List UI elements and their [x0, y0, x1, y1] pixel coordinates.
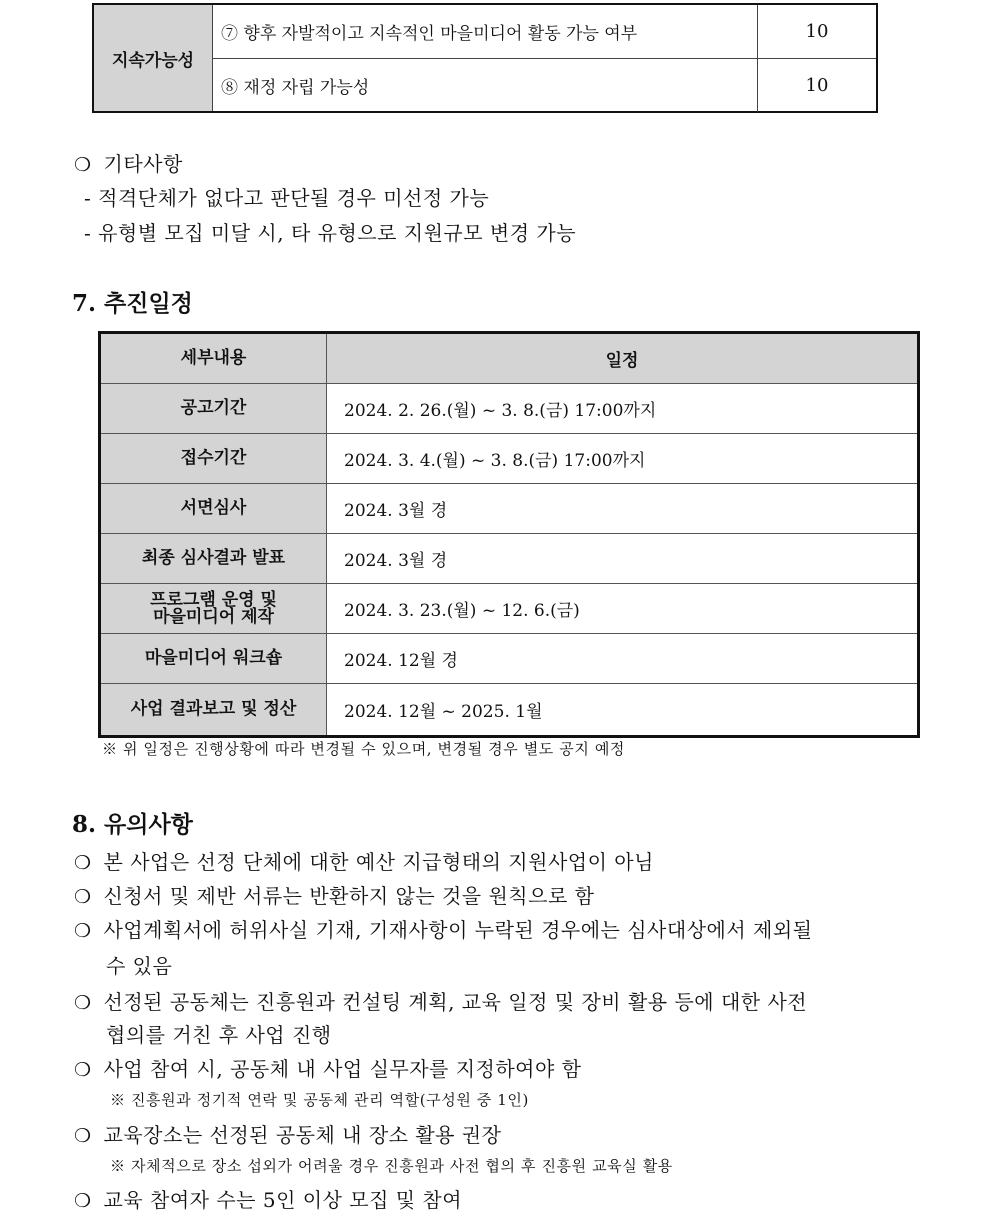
list-item: ❍ 사업계획서에 허위사실 기재, 기재사항이 누락된 경우에는 심사대상에서 제외될 — [74, 918, 813, 942]
list-item: ❍ 교육장소는 선정된 공동체 내 장소 활용 권장 — [74, 1123, 502, 1147]
header-label: 세부내용 — [101, 334, 327, 383]
bullet-icon: ❍ — [74, 920, 92, 942]
criteria-item: ⑧ 재정 자립 가능성 — [213, 59, 758, 112]
list-item: ❍ 교육 참여자 수는 5인 이상 모집 및 참여 — [74, 1188, 463, 1212]
list-item: ❍ 신청서 및 제반 서류는 반환하지 않는 것을 원칙으로 함 — [74, 884, 595, 908]
schedule-value: 2024. 12월 ~ 2025. 1월 — [344, 702, 543, 722]
table-row — [213, 59, 876, 112]
list-item: ❍ 본 사업은 선정 단체에 대한 예산 지급형태의 지원사업이 아님 — [74, 850, 654, 874]
other-item: - 적격단체가 없다고 판단될 경우 미선정 가능 — [84, 186, 490, 210]
list-item: ❍ 사업 참여 시, 공동체 내 사업 실무자를 지정하여야 함 — [74, 1057, 582, 1081]
list-item-note: ※ 자체적으로 장소 섭외가 어려울 경우 진흥원과 사전 협의 후 진흥원 교육실 활용 — [110, 1157, 673, 1175]
schedule-value: 2024. 2. 26.(월) ~ 3. 8.(금) 17:00까지 — [344, 401, 657, 421]
bullet-icon: ❍ — [74, 1190, 92, 1212]
schedule-value: 2024. 3. 4.(월) ~ 3. 8.(금) 17:00까지 — [344, 451, 646, 471]
table-row — [101, 384, 917, 434]
schedule-value: 2024. 3월 경 — [344, 501, 448, 521]
schedule-value: 2024. 12월 경 — [344, 651, 458, 671]
schedule-label: 사업 결과보고 및 정산 — [101, 684, 327, 735]
header-value: 일정 — [327, 334, 917, 383]
criteria-score: 10 — [805, 75, 829, 96]
bullet-icon: ❍ — [74, 1059, 92, 1081]
schedule-value: 2024. 3월 경 — [344, 551, 448, 571]
evaluation-table — [92, 3, 878, 113]
table-row — [101, 534, 917, 584]
other-item: - 유형별 모집 미달 시, 타 유형으로 지원규모 변경 가능 — [84, 221, 577, 245]
schedule-label: 접수기간 — [101, 434, 327, 483]
schedule-label: 최종 심사결과 발표 — [101, 534, 327, 583]
criteria-item: ⑦ 향후 자발적이고 지속적인 마을미디어 활동 가능 여부 — [213, 5, 758, 58]
table-row — [101, 584, 917, 634]
schedule-label: 공고기간 — [101, 384, 327, 433]
bullet-icon: ❍ — [74, 154, 92, 176]
other-title: ❍ 기타사항 — [74, 152, 183, 176]
table-row — [213, 5, 876, 59]
schedule-label: 프로그램 운영 및 마을미디어 제작 — [101, 584, 327, 633]
table-row — [101, 484, 917, 534]
category-cell: 지속가능성 — [94, 5, 213, 111]
section-8-title: 8. 유의사항 — [72, 811, 193, 838]
table-row — [101, 634, 917, 684]
table-row — [101, 684, 917, 735]
bullet-icon: ❍ — [74, 1125, 92, 1147]
schedule-note: ※ 위 일정은 진행상황에 따라 변경될 수 있으며, 변경될 경우 별도 공지 예정 — [102, 740, 625, 758]
bullet-icon: ❍ — [74, 992, 92, 1014]
schedule-table — [98, 331, 920, 738]
bullet-icon: ❍ — [74, 886, 92, 908]
list-item: ❍ 선정된 공동체는 진흥원과 컨설팅 계획, 교육 일정 및 장비 활용 등에 대한 사전 — [74, 990, 808, 1014]
bullet-icon: ❍ — [74, 852, 92, 874]
section-7-title: 7. 추진일정 — [72, 290, 193, 317]
schedule-label: 마을미디어 워크숍 — [101, 634, 327, 683]
list-item-note: ※ 진흥원과 정기적 연락 및 공동체 관리 역할(구성원 중 1인) — [110, 1091, 529, 1109]
schedule-label: 서면심사 — [101, 484, 327, 533]
schedule-header-row — [101, 334, 917, 384]
table-row — [101, 434, 917, 484]
schedule-value: 2024. 3. 23.(월) ~ 12. 6.(금) — [344, 601, 580, 621]
list-item-continuation: 수 있음 — [106, 954, 173, 978]
criteria-score: 10 — [805, 21, 829, 42]
list-item-continuation: 협의를 거친 후 사업 진행 — [106, 1023, 332, 1047]
